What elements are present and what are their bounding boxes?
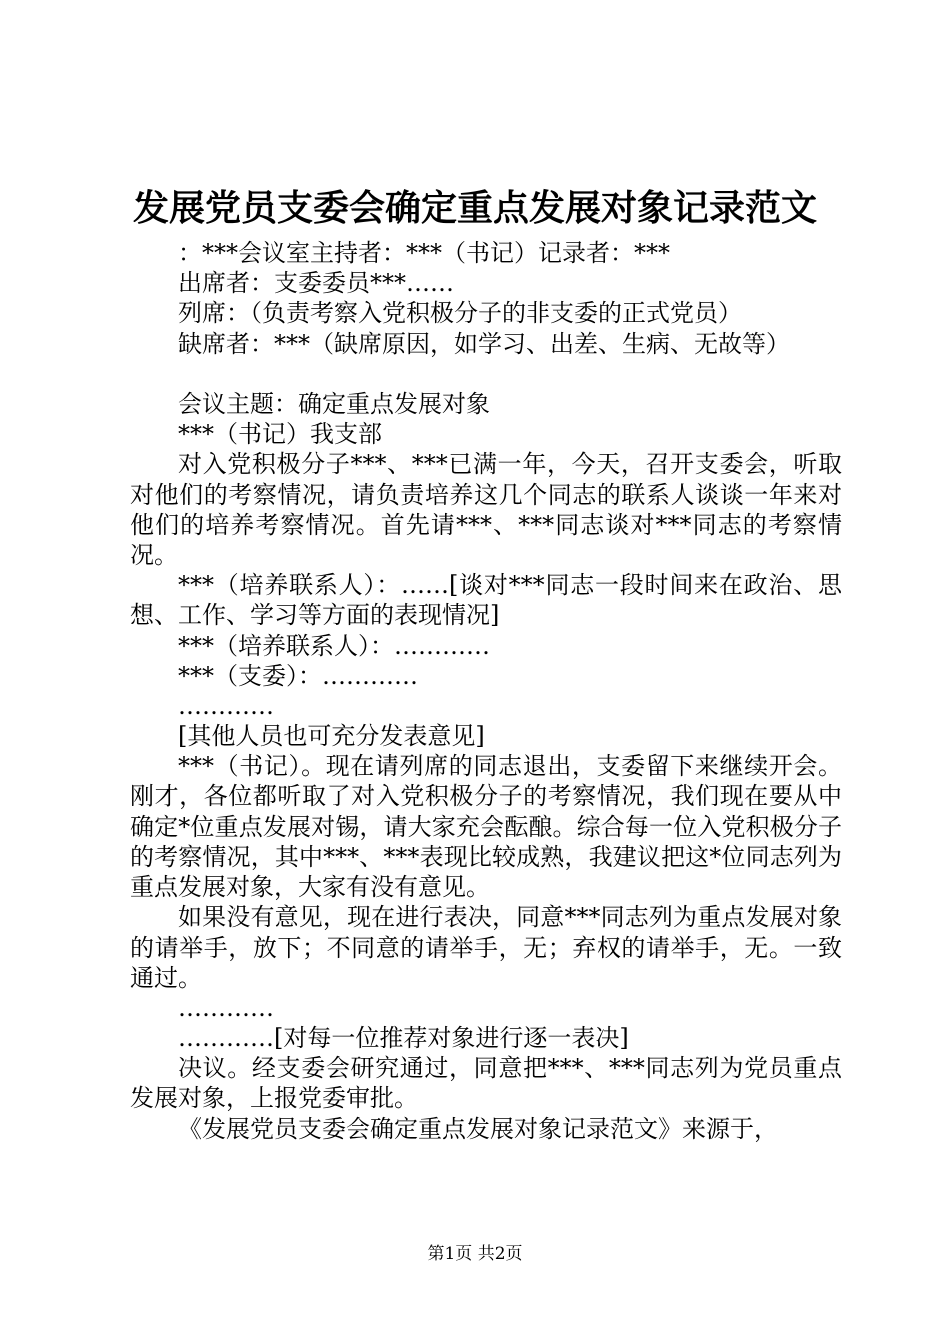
page-footer: 第1页 共2页 [427,1244,523,1264]
header-line-host: ：***会议室主持者：***（书记）记录者：*** [178,239,670,267]
ellipsis-line-2: ………… [178,993,274,1022]
others-note: [其他人员也可充分发表意见] [178,722,485,751]
document-title: 发展党员支委会确定重点发展对象记录范文 [132,187,817,229]
header-line-observers: 列席：（负责考察入党积极分子的非支委的正式党员） [178,299,742,328]
paragraph-2: ***（培养联系人）：……[谈对***同志一段时间来在政治、思想、工作、学习等方面的表现情况] [130,571,842,630]
secretary-intro: ***（书记）我支部 [178,420,382,449]
vote-note: …………[对每一位推荐对象进行逐一表决] [178,1024,629,1053]
document-body [130,238,842,1144]
meeting-topic: 会议主题：确定重点发展对象 [178,389,490,418]
contact-statement: ***（培养联系人）：………… [178,631,490,660]
ellipsis-line: ………… [178,691,274,720]
paragraph-5: 决议。经支委会研究通过，同意把***、***同志列为党员重点发展对象，上报党委审批。 [130,1054,842,1113]
header-line-absentees: 缺席者：***（缺席原因，如学习、出差、生病、无故等） [178,329,790,358]
blank-line [130,359,842,389]
header-line-attendees: 出席者：支委委员***…… [178,269,454,298]
committee-statement: ***（支委）：………… [178,661,418,690]
source-line: 《发展党员支委会确定重点发展对象记录范文》来源于， [178,1114,778,1143]
paragraph-1: 对入党积极分子***、***已满一年，今天，召开支委会，听取对他们的考察情况，请负责培养这几个同志的联系人谈谈一年来对他们的培养考察情况。首先请***、***同志谈对***同志的考察情况。 [130,450,842,569]
paragraph-3: ***（书记）。现在请列席的同志退出，支委留下来继续开会。刚才，各位都听取了对入党积极分子的考察情况，我们现在要从中确定*位重点发展对锡，请大家充会酝酿。综合每一位入党积极分子的考察情况，其中***、***表现比较成熟，我建议把这*位同志列为重点发展对象，大家有没有意见。 [130,752,842,902]
paragraph-4: 如果没有意见，现在进行表决，同意***同志列为重点发展对象的请举手，放下；不同意的请举手，无；弃权的请举手，无。一致通过。 [130,903,842,992]
